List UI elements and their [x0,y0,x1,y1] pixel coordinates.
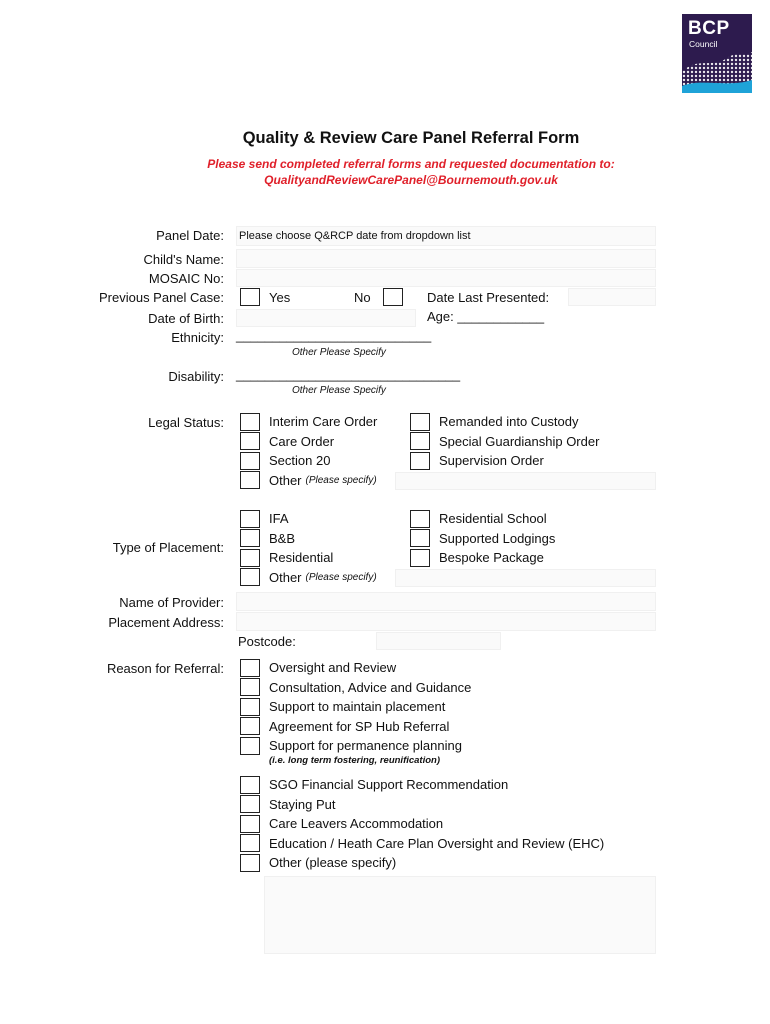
reason-group-2 [240,775,604,873]
reason-care-leavers-option[interactable] [240,814,604,834]
panel-date-placeholder: Please choose Q&RCP date from dropdown list [239,230,471,242]
option-label: Bespoke Package [439,550,544,566]
legal-other-specify-field[interactable] [395,472,656,490]
bcp-council-logo [682,14,752,93]
checkbox[interactable] [240,452,260,470]
date-of-birth-label: Date of Birth: [148,311,224,326]
checkbox[interactable] [240,854,260,872]
checkbox[interactable] [240,471,260,489]
legal-remanded-custody-option[interactable] [410,412,599,432]
logo-council-text: Council [689,39,718,49]
reason-support-placement-option[interactable] [240,697,471,717]
reason-ehc-plan-option[interactable] [240,834,604,854]
childs-name-field[interactable] [236,249,656,268]
legal-interim-care-order-option[interactable] [240,412,377,432]
legal-status-right-column [410,412,599,471]
previous-panel-case-label: Previous Panel Case: [98,290,224,305]
option-label: Support for permanence planning [269,738,462,754]
checkbox[interactable] [240,678,260,696]
option-label: Support to maintain placement [269,699,446,715]
checkbox[interactable] [240,795,260,813]
checkbox[interactable] [240,698,260,716]
legal-special-guardianship-option[interactable] [410,432,599,452]
reason-group-1 [240,658,471,756]
disability-hint: Other Please Specify [292,385,386,396]
checkbox[interactable] [410,549,430,567]
permanence-planning-hint: (i.e. long term fostering, reunification) [269,755,441,766]
checkbox[interactable] [410,432,430,450]
mosaic-no-label: MOSAIC No: [148,271,224,286]
checkbox[interactable] [240,815,260,833]
form-title: Quality & Review Care Panel Referral Form [242,129,580,147]
checkbox[interactable] [240,776,260,794]
option-label: Residential School [439,511,547,527]
checkbox[interactable] [240,568,260,586]
checkbox[interactable] [240,834,260,852]
placement-other-specify-field[interactable] [395,569,656,587]
option-label: Education / Heath Care Plan Oversight and Review (EHC) [269,835,605,851]
placement-bespoke-package-option[interactable] [410,548,555,568]
option-label: Residential [269,550,334,566]
reason-oversight-review-option[interactable] [240,658,471,678]
placement-address-label: Placement Address: [108,615,224,630]
legal-other-option[interactable] [240,471,377,491]
reason-consultation-option[interactable] [240,678,471,698]
checkbox[interactable] [240,432,260,450]
postcode-label: Postcode: [238,634,296,649]
placement-bb-option[interactable] [240,529,377,549]
ethnicity-line[interactable]: ___________________________ [236,328,432,343]
checkbox[interactable] [240,737,260,755]
logo-bcp-text: BCP [688,18,730,39]
option-label: Section 20 [269,453,331,469]
legal-care-order-option[interactable] [240,432,377,452]
panel-date-label: Panel Date: [156,228,224,243]
option-label: Care Leavers Accommodation [269,816,444,832]
checkbox[interactable] [240,529,260,547]
option-label: IFA [269,511,289,527]
checkbox[interactable] [240,717,260,735]
date-last-presented-field[interactable] [568,288,656,306]
option-label: Interim Care Order [269,414,378,430]
option-label: Other (please specify) [269,855,397,871]
checkbox[interactable] [410,510,430,528]
reason-sgo-financial-option[interactable] [240,775,604,795]
option-label: SGO Financial Support Recommendation [269,777,509,793]
previous-case-yes-checkbox[interactable] [240,288,260,306]
reason-permanence-planning-option[interactable] [240,736,471,756]
reason-staying-put-option[interactable] [240,795,604,815]
other-hint: (Please specify) [305,474,377,486]
option-label: Remanded into Custody [439,414,579,430]
legal-status-left-column [240,412,377,490]
placement-right-column [410,509,555,568]
checkbox[interactable] [240,510,260,528]
option-label: Other [269,569,302,585]
legal-section-20-option[interactable] [240,451,377,471]
instructions-email: QualityandReviewCarePanel@Bournemouth.gov.uk [264,173,558,187]
disability-line[interactable]: _______________________________ [236,367,461,382]
placement-supported-lodgings-option[interactable] [410,529,555,549]
other-hint: (Please specify) [305,571,377,583]
childs-name-label: Child's Name: [143,252,224,267]
option-label: Oversight and Review [269,660,397,676]
option-label: Care Order [269,433,335,449]
name-of-provider-field[interactable] [236,592,656,611]
option-label: Special Guardianship Order [439,433,600,449]
placement-residential-option[interactable] [240,548,377,568]
ethnicity-label: Ethnicity: [171,330,224,345]
reason-other-option[interactable] [240,853,604,873]
option-label: B&B [269,530,296,546]
reason-for-referral-label: Reason for Referral: [106,661,224,676]
option-label: Agreement for SP Hub Referral [269,718,450,734]
checkbox[interactable] [410,413,430,431]
checkbox[interactable] [410,529,430,547]
ethnicity-hint: Other Please Specify [292,347,386,358]
date-last-presented-label: Date Last Presented: [427,290,550,305]
panel-date-dropdown[interactable] [236,226,656,246]
placement-left-column [240,509,377,587]
type-of-placement-label: Type of Placement: [112,540,224,555]
legal-status-label: Legal Status: [148,415,224,430]
instructions-line-1: Please send completed referral forms and requested documentation to: [207,157,615,171]
previous-case-no-checkbox[interactable] [383,288,403,306]
mosaic-no-field[interactable] [236,269,656,287]
placement-residential-school-option[interactable] [410,509,555,529]
age-field-label: Age: ____________ [427,309,545,324]
disability-label: Disability: [168,369,224,384]
option-label: Consultation, Advice and Guidance [269,679,472,695]
previous-case-yes-label: Yes [269,290,291,305]
legal-supervision-order-option[interactable] [410,451,599,471]
option-label: Staying Put [269,796,336,812]
placement-address-field[interactable] [236,612,656,631]
date-of-birth-field[interactable] [236,309,416,327]
placement-other-option[interactable] [240,568,377,588]
checkbox[interactable] [240,549,260,567]
reason-sp-hub-referral-option[interactable] [240,717,471,737]
postcode-field[interactable] [376,632,501,650]
checkbox[interactable] [240,659,260,677]
checkbox[interactable] [410,452,430,470]
checkbox[interactable] [240,413,260,431]
name-of-provider-label: Name of Provider: [119,595,224,610]
option-label: Supervision Order [439,453,544,469]
reason-other-specify-textarea[interactable] [264,876,656,954]
option-label: Other [269,472,302,488]
option-label: Supported Lodgings [439,530,556,546]
placement-ifa-option[interactable] [240,509,377,529]
previous-case-no-label: No [354,290,371,305]
